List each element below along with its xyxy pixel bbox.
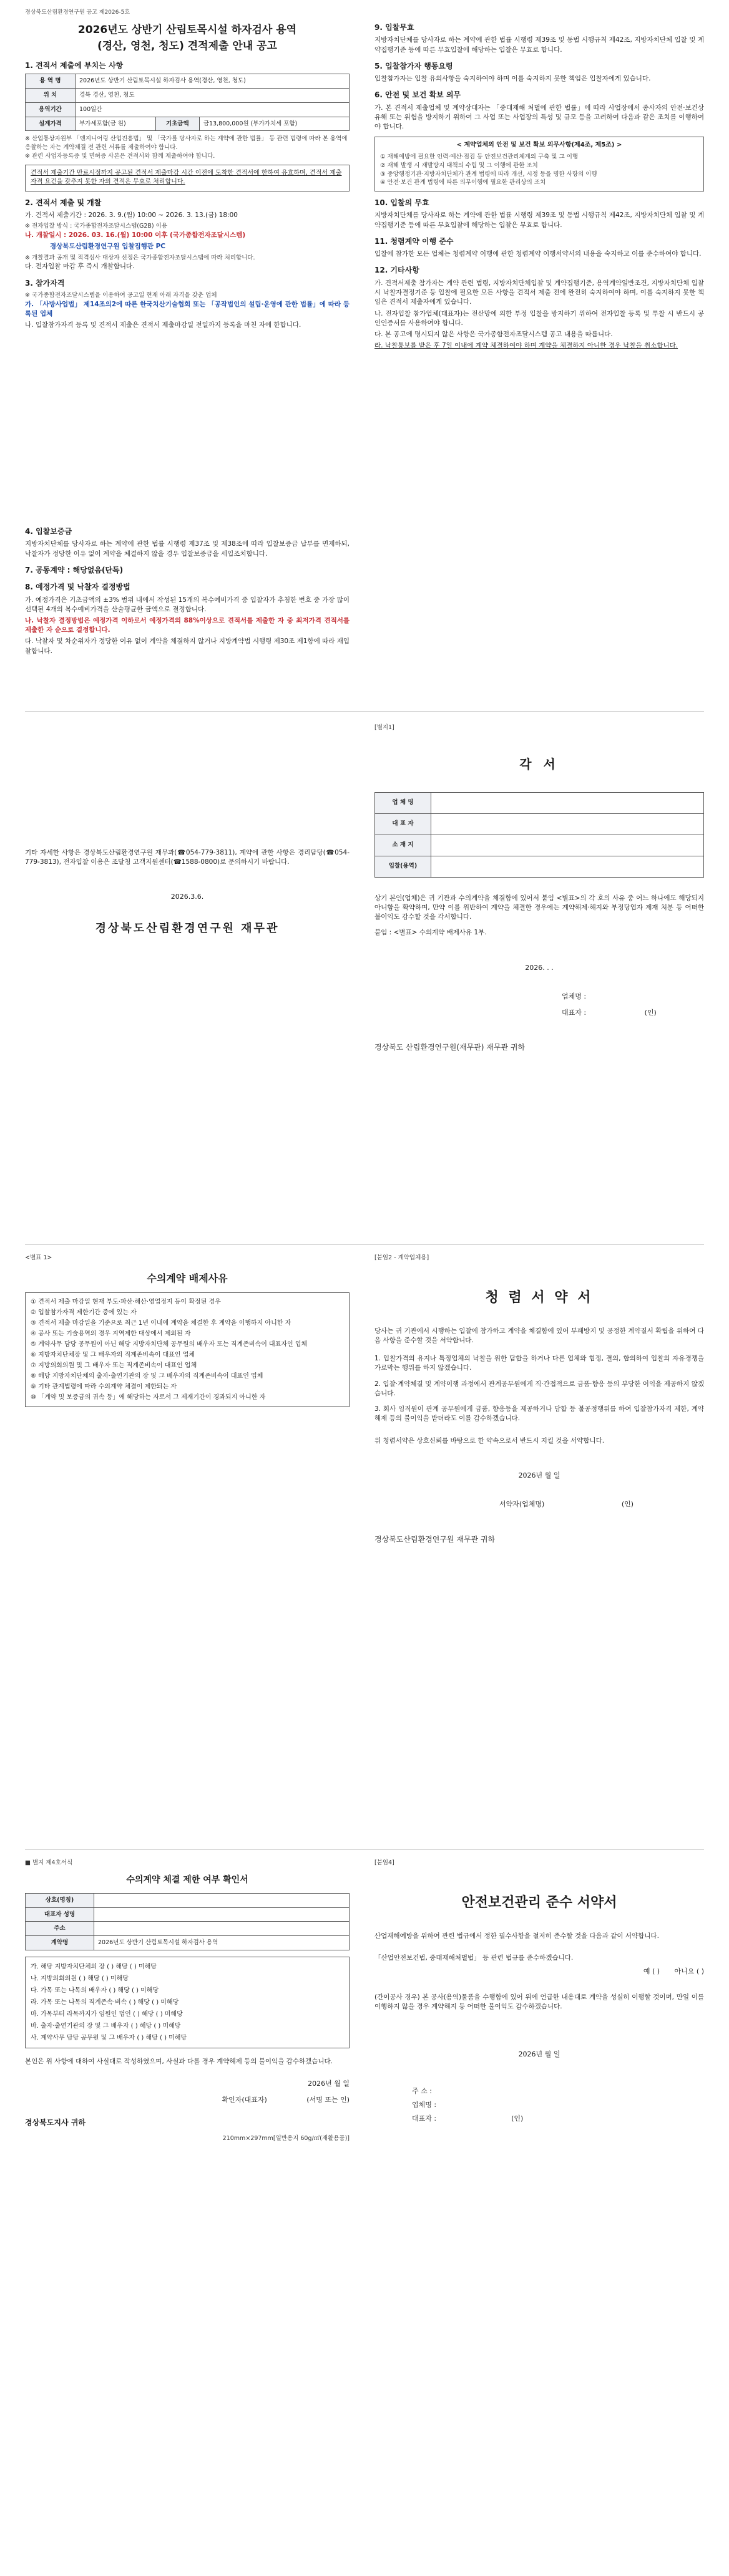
checklist-item[interactable]: 나. 지방의회의원 ( ) 해당 ( ) 미해당	[31, 1975, 129, 1982]
paragraph: 가. 예정가격은 기초금액의 ±3% 범위 내에서 작성된 15개의 복수예비가격 중 입찰자가 추첨한 번호 중 가장 많이 선택된 4개의 복수예비가격을 산술평균한 금액으로 결정합니다.	[25, 596, 350, 613]
notice-number: 경상북도산림환경연구원 공고 제2026-5호	[25, 9, 130, 16]
list-item: ⑩ 「계약 및 보증금의 귀속 등」에 해당하는 자로서 그 제재기간이 경과되지 아니한 자	[31, 1393, 266, 1401]
pledge-date: 2026. . .	[525, 963, 554, 972]
list-item: ② 입찰참가자격 제한기간 중에 있는 자	[31, 1309, 137, 1316]
checklist-item[interactable]: 라. 가목 또는 나목의 직계존속·비속 ( ) 해당 ( ) 미해당	[31, 1998, 179, 2006]
address-label: 주 소 :	[412, 2086, 432, 2095]
checklist-item[interactable]: 바. 출자·출연기관의 장 및 그 배우자 ( ) 해당 ( ) 미해당	[31, 2022, 181, 2030]
form-tag: [붙임2 - 계약업체용]	[374, 1254, 429, 1261]
pledge-item: 1. 입찰가격의 유지나 특정업체의 낙찰을 위한 담합을 하거나 다른 업체와 협정, 결의, 합의하여 입찰의 자유경쟁을 가로막는 행위를 하지 않겠습니다.	[374, 1355, 704, 1372]
pledge-oath: 위 청렴서약은 상호신뢰를 바탕으로 한 약속으로서 반드시 지킬 것을 서약합니다.	[374, 1436, 605, 1445]
seal-mark: (인)	[621, 1499, 634, 1508]
pledge-intro: 당사는 귀 기관에서 시행하는 입찰에 참가하고 계약을 체결함에 있어 부패방지 및 공정한 계약질서 확립을 위하여 다음 사항을 준수할 것을 서약합니다.	[374, 1327, 704, 1344]
confirmer-label: 확인자(대표자)	[222, 2095, 267, 2104]
section-1-heading: 1. 견적서 제출에 부치는 사항	[25, 61, 124, 70]
safety-item: ③ 중앙행정기관·지방자치단체가 관계 법령에 따라 개선, 시정 등을 명한 사항의 이행	[380, 170, 597, 178]
row-label: 대표자 성명	[26, 1907, 94, 1922]
row-label: 용역기간	[26, 102, 76, 117]
restriction-checklist	[25, 1957, 350, 2048]
paragraph	[25, 616, 350, 635]
form-tag: ■ 별지 제4호서식	[25, 1859, 73, 1866]
section-3-heading: 3. 참가자격	[25, 278, 65, 288]
row-value: 2026년도 상반기 산림토목시설 하자검사 용역(경산, 영천, 청도)	[76, 74, 350, 89]
table-row	[375, 835, 704, 856]
signature-block	[374, 992, 704, 1018]
opening-place: 경상북도산림환경연구원 입찰집행관 PC	[50, 243, 165, 251]
qualification-text: 가. 「사방사업법」 제14조의2에 따른 한국치산기술협회 또는 「공작법인의 설립·운영에 관한 법률」에 따라 등록된 업체	[25, 300, 350, 317]
section-12-heading: 12. 기타사항	[374, 266, 419, 275]
list-item: ⑧ 해당 지방자치단체의 출자·출연기관의 장 및 그 배우자의 직계존비속이 대표인 업체	[31, 1372, 263, 1380]
row-label: 계약명	[26, 1936, 94, 1950]
paragraph: 입찰에 참가한 모든 업체는 청렴계약 이행에 관한 청렴계약 이행서약서의 내용을 숙지하고 이를 준수하여야 합니다.	[374, 250, 702, 258]
law-compliance-statement: 「산업안전보건법, 중대재해처벌법」 등 관련 법규를 준수하겠습니다.	[374, 1954, 574, 1962]
paper-spec: 210mm×297mm[일반용지 60g/㎡(재활용품)]	[222, 2135, 350, 2143]
signature-block	[374, 1499, 704, 1509]
pledge-form-sheet	[374, 724, 704, 1235]
form-title: 청 렴 서 약 서	[485, 1289, 594, 1305]
exclusion-list	[25, 1292, 350, 1407]
section-6-heading: 6. 안전 및 보건 확보 의무	[374, 90, 461, 100]
note: ※ 개찰결과 공개 및 적격심사 대상자 선정은 국가종합전자조달시스템에 따라 처리합니다.	[25, 254, 255, 261]
list-item: ⑦ 지방의회의원 및 그 배우자 또는 직계존비속이 대표인 업체	[31, 1362, 197, 1369]
signer-label: 서약자(업체명)	[499, 1499, 545, 1508]
notice-box: 견적서 제출기간 만료시점까지 공고된 견적서 제출마감 시간 이전에 도착한 견적서에 한하여 유효하며, 견적서 제출자격 요건을 갖추지 못한 자의 견적은 무효로 처리합니다.	[25, 165, 350, 191]
table-row	[26, 1936, 350, 1950]
row-value: 금13,800,000원 (부가가치세 포함)	[199, 117, 349, 131]
section-11-heading: 11. 청렴계약 이행 준수	[374, 236, 454, 246]
announcement-right-column	[374, 22, 704, 352]
list-item: ④ 공사 또는 기술용역의 경우 지역제한 대상에서 제외된 자	[31, 1330, 191, 1337]
list-item: ① 견적서 제출 마감일 현재 부도·파산·해산·영업정지 등이 확정된 경우	[31, 1298, 221, 1305]
row-label: 소 재 지	[375, 835, 431, 856]
pledge-body: 상기 본인(업체)은 귀 기관과 수의계약을 체결함에 있어서 붙임 <별표>의 각 호의 사유 중 어느 하나에도 해당되지 아니함을 확약하며, 만약 이를 위반하여 계약을 체결한 경우에는 계약해제·해지와 부정당업자 제재 처분 등 어떠한 불이익도 감수할 것을 각서합니다.	[374, 894, 704, 921]
contact-info: 기타 자세한 사항은 경상북도산림환경연구원 재무과(☎054-779-3811), 계약에 관한 사항은 경리담당(☎054-779-3813), 전자입찰 이용은 조달청 고객지원센터(☎1588-0800)로 문의하시기 바랍니다.	[25, 849, 350, 866]
paragraph: 지방자치단체를 당사자로 하는 계약에 관한 법률 시행령 제37조 및 제38조에 따라 입찰보증금 납부를 면제하되, 낙찰자가 정당한 이유 없이 계약을 체결하지 않을 경우 입찰보증금을 세입조치합니다.	[25, 540, 350, 558]
note: ※ 산업통상자원부 「엔지니어링 산업진흥법」 및 「국가를 당사자로 하는 계약에 관한 법률」 등 관련 법령에 따라 본 용역에 응찰하는 자는 계약체결 전 관련 서류를 제출하여야 합니다.	[25, 135, 348, 152]
row-label: 입찰(용역)	[375, 856, 431, 877]
checklist-item[interactable]: 가. 해당 지방자치단체의 장 ( ) 해당 ( ) 미해당	[31, 1963, 157, 1970]
section-10-heading: 10. 입찰의 무효	[374, 198, 429, 208]
address-field[interactable]	[431, 835, 704, 856]
addressee: 경상북도 산림환경연구원(재무관) 재무관 귀하	[374, 1043, 526, 1052]
seal-mark: (인)	[511, 2114, 524, 2123]
integrity-pledge-sheet	[374, 1254, 704, 1840]
paragraph: 가. 견적서제출 참가자는 계약 관련 법령, 지방자치단체입찰 및 계약집행기준, 용역계약일반조건, 지방자치단체 입찰 시 낙찰자결정기준 등 입찰에 필요한 모든 사항을 견적서 제출 전에 완전히 숙지하여야 하며, 이를 숙지하지 못한 책임은 견적서 제출자에게 있습니다.	[374, 279, 704, 306]
row-value: 경북 경산, 영천, 청도	[76, 89, 350, 103]
safety-item: ④ 안전·보건 관계 법령에 따른 의무이행에 필요한 관리상의 조치	[380, 179, 546, 186]
representative-label: 대표자 :	[562, 1008, 587, 1017]
row-value: 부가세포함(금 원)	[76, 117, 156, 131]
note: ※ 관련 사업자등록증 및 면허증 사본은 견적서와 함께 제출하여야 합니다.	[25, 152, 215, 160]
form-title: 각 서	[519, 756, 559, 772]
row-label: 용 역 명	[26, 74, 76, 89]
page-divider	[25, 1849, 704, 1850]
company-name-field[interactable]	[431, 792, 704, 813]
row-label: 설계가격	[26, 117, 76, 131]
row-value[interactable]	[94, 1893, 350, 1907]
note: ※ 전자입찰 방식 : 국가종합전자조달시스템(G2B) 이용	[25, 223, 167, 230]
paragraph	[374, 341, 704, 351]
attachment-note: 붙임 : <별표> 수의계약 배제사유 1부.	[374, 929, 487, 937]
row-value: 100일간	[76, 102, 350, 117]
bid-name-field[interactable]	[431, 856, 704, 877]
paragraph: 나. 전자입찰 참가업체(대표자)는 전산망에 의한 부정 입찰을 방지하기 위하여 전자입찰 등록 및 투찰 시 반드시 공인인증서를 사용하여야 합니다.	[374, 309, 704, 327]
paragraph: 가. 본 견적서 제출업체 및 계약상대자는 「중대재해 처벌에 관한 법률」에 따라 사업장에서 종사자의 안전·보건상 유해 또는 위험을 방지하기 위하여 그 사업 또는 사업장의 특성 및 규모 등을 고려하여 다음과 같은 조치를 이행하여야 합니다.	[374, 104, 704, 131]
company-info-table	[374, 792, 704, 878]
announcement-left-column	[25, 22, 350, 332]
pledge-item: 3. 회사 임직원이 관계 공무원에게 금품, 향응등을 제공하거나 담합 등 불공정행위를 하여 입찰참가자격 제한, 계약해제 등의 불이익을 받더라도 이를 감수하겠습니다.	[374, 1405, 704, 1423]
representative-field[interactable]	[431, 813, 704, 835]
table-row	[375, 813, 704, 835]
row-value: 2026년도 상반기 산림토목시설 하자검사 용역	[94, 1936, 350, 1950]
section-7-heading: 7. 공동계약 : 해당없음(단독)	[25, 565, 124, 574]
checklist-item[interactable]: 사. 계약사무 담당 공무원 및 그 배우자 ( ) 해당 ( ) 미해당	[31, 2034, 187, 2041]
company-label: 업체명 :	[412, 2100, 437, 2109]
paragraph	[25, 300, 350, 319]
section-2-heading: 2. 견적서 제출 및 개찰	[25, 198, 102, 207]
announcement-title	[25, 22, 350, 54]
list-item: ⑤ 계약사무 담당 공무원이 아닌 해당 지방자치단체 공무원의 배우자 또는 직계존비속이 대표자인 업체	[31, 1340, 308, 1348]
paragraph: 나. 입찰참가자격 등록 및 견적서 제출은 견적서 제출마감일 전일까지 등록을 마친 자에 한합니다.	[25, 321, 301, 329]
row-label: 위 치	[26, 89, 76, 103]
pledge-note: (간이공사 경우) 본 공사(용역)물품을 수행함에 있어 위에 언급한 내용대로 계약을 성실히 이행할 것이며, 만일 이를 이행하지 않을 경우 계약해지 등 어떠한 불이익도 감수하겠습니다.	[374, 1993, 704, 2011]
signature-block	[374, 2085, 704, 2126]
row-label: 주소	[26, 1922, 94, 1936]
confirm-statement: 본인은 위 사항에 대하여 사실대로 작성하였으며, 사실과 다를 경우 계약해제 등의 불이익을 감수하겠습니다.	[25, 2057, 333, 2065]
safety-duty-box	[374, 137, 704, 191]
form-title: 수의계약 배제사유	[147, 1272, 228, 1284]
safety-item: ② 재해 발생 시 재발방지 대책의 수립 및 그 이행에 관한 조치	[380, 162, 538, 169]
contract-deadline: 라. 낙찰통보를 받은 후 7일 이내에 계약 체결하여야 하며 계약을 체결하지 아니한 경우 낙찰을 취소합니다.	[374, 342, 678, 350]
table-row	[375, 792, 704, 813]
checklist-item[interactable]: 다. 가목 또는 나목의 배우자 ( ) 해당 ( ) 미해당	[31, 1987, 159, 1994]
form-title: 수의계약 체결 제한 여부 확인서	[126, 1874, 248, 1885]
answer-options	[374, 1967, 704, 1977]
addressee: 경상북도지사 귀하	[25, 2118, 86, 2127]
award-method: 나. 낙찰자 결정방법은 예정가격 이하로서 예정가격의 88%이상으로 견적서를 제출한 자 중 최저가격 견적서를 제출한 자 순으로 결정합니다.	[25, 617, 350, 634]
pledge-item: 2. 입찰·계약체결 및 계약이행 과정에서 관계공무원에게 직·간접적으로 금품·향응 등의 부당한 이익을 제공하지 않겠습니다.	[374, 1380, 704, 1397]
section-4-heading: 4. 입찰보증금	[25, 527, 72, 536]
row-label: 업 체 명	[375, 792, 431, 813]
pledge-date: 2026년 월 일	[518, 1471, 560, 1479]
form-tag: [붙임4]	[374, 1859, 394, 1866]
title-line-2: (경산, 영천, 청도) 견적제출 안내 공고	[97, 39, 277, 52]
table-row	[26, 1922, 350, 1936]
signature-line	[562, 992, 704, 1002]
paragraph: 지방자치단체를 당사자로 하는 계약에 관한 법률 시행령 제39조 및 동법 시행규칙 제42조, 지방자치단체 입찰 및 계약집행기준 등에 따른 무효입찰에 해당하는 입찰은 무효로 합니다.	[374, 36, 704, 54]
seal-mark: (서명 또는 인)	[306, 2095, 350, 2104]
page-divider	[25, 1244, 704, 1245]
opening-date: 나. 개찰일시 : 2026. 03. 16.(월) 10:00 이후 (국가종합전자조달시스템)	[25, 231, 246, 240]
confirmation-form-sheet	[25, 1859, 350, 2564]
announcement-lower-part	[25, 520, 350, 658]
form-tag: <별표 1>	[25, 1254, 52, 1261]
section-9-heading: 9. 입찰무효	[374, 23, 414, 32]
safety-item: ① 재해예방에 필요한 인력·예산·점검 등 안전보건관리체계의 구축 및 그 이행	[380, 153, 579, 160]
confirm-date: 2026년 월 일	[308, 2080, 350, 2088]
closing-sheet	[25, 724, 350, 1235]
form-tag: [별지1]	[374, 724, 394, 731]
seal-mark: (인)	[644, 1008, 657, 1017]
row-value[interactable]	[94, 1907, 350, 1922]
table-row	[26, 74, 350, 89]
signature-line	[412, 2112, 704, 2126]
no-option[interactable]: 아니요 ( )	[674, 1967, 704, 1976]
applicant-table	[25, 1893, 350, 1950]
section-5-heading: 5. 입찰참가자 행동요령	[374, 61, 453, 70]
signature-block	[25, 2095, 350, 2105]
paragraph: 다. 낙찰자 및 차순위자가 정당한 이유 없이 계약을 체결하지 않거나 지방계약법 시행령 제30조 제1항에 따라 재입찰합니다.	[25, 637, 350, 655]
row-label: 상호(명칭)	[26, 1893, 94, 1907]
row-label: 대 표 자	[375, 813, 431, 835]
note: ※ 국가종합전자조달시스템을 이용하여 공고일 현재 아래 자격을 갖춘 업체	[25, 291, 217, 299]
exclusion-reasons-sheet	[25, 1254, 350, 1840]
issuer-signature: 경상북도산림환경연구원 재무관	[95, 922, 280, 936]
company-label: 업체명 :	[562, 992, 587, 1000]
table-row	[375, 856, 704, 877]
paragraph: 다. 본 공고에 명시되지 않은 사항은 국가종합전자조달시스템 공고 내용을 따릅니다.	[374, 330, 613, 338]
paragraph: 가. 견적서 제출기간 : 2026. 3. 9.(월) 10:00 ~ 2026. 3. 13.(금) 18:00	[25, 211, 238, 220]
list-item: ⑥ 지방자치단체장 및 그 배우자의 직계존비속이 대표인 업체	[31, 1351, 195, 1358]
paragraph: 다. 전자입찰 마감 후 즉시 개찰합니다.	[25, 263, 135, 271]
addressee: 경상북도산림환경연구원 재무관 귀하	[374, 1534, 496, 1544]
signature-line	[562, 1008, 704, 1018]
announcement-sheet	[25, 9, 704, 701]
page-divider	[25, 711, 704, 712]
table-row	[26, 117, 350, 131]
safety-box-title: < 계약업체의 안전 및 보건 확보 의무사항(제4조, 제5조) >	[456, 142, 622, 149]
paragraph: 지방자치단체를 당사자로 하는 계약에 관한 법률 시행령 제39조 및 동법 시행규칙 제42조, 지방자치단체 입찰 및 계약집행기준 등에 따른 무효입찰에 해당하는 입찰은 무효로 합니다.	[374, 211, 704, 229]
title-line-1: 2026년도 상반기 산림토목시설 하자검사 용역	[77, 24, 297, 36]
row-value[interactable]	[94, 1922, 350, 1936]
form-title: 안전보건관리 준수 서약서	[461, 1894, 617, 1910]
table-row	[26, 89, 350, 103]
table-row	[26, 1893, 350, 1907]
checklist-item[interactable]: 마. 가목부터 라목까지가 임원인 법인 ( ) 해당 ( ) 미해당	[31, 2010, 183, 2018]
pledge-body: 산업재해예방을 위하여 관련 법규에서 정한 필수사항을 철저히 준수할 것을 다음과 같이 서약합니다.	[374, 1932, 659, 1940]
yes-option[interactable]: 예 ( )	[643, 1967, 660, 1976]
table-row	[26, 102, 350, 117]
pledge-date: 2026년 월 일	[518, 2050, 560, 2058]
paragraph: 입찰참가자는 입찰 유의사항을 숙지하여야 하며 이를 숙지하지 못한 책임은 입찰자에게 있습니다.	[374, 75, 651, 83]
announcement-date: 2026.3.6.	[170, 893, 204, 901]
safety-pledge-sheet	[374, 1859, 704, 2564]
table-row	[26, 1907, 350, 1922]
list-item: ⑨ 기타 관계법령에 따라 수의계약 체결이 제한되는 자	[31, 1383, 177, 1390]
row-label: 기초금액	[155, 117, 199, 131]
section-8-heading: 8. 예정가격 및 낙찰자 결정방법	[25, 583, 130, 592]
representative-label: 대표자 :	[412, 2114, 437, 2123]
project-info-table	[25, 74, 350, 131]
list-item: ③ 견적서 제출 마감일을 기준으로 최근 1년 이내에 계약을 체결한 후 계약을 이행하지 아니한 자	[31, 1319, 291, 1327]
